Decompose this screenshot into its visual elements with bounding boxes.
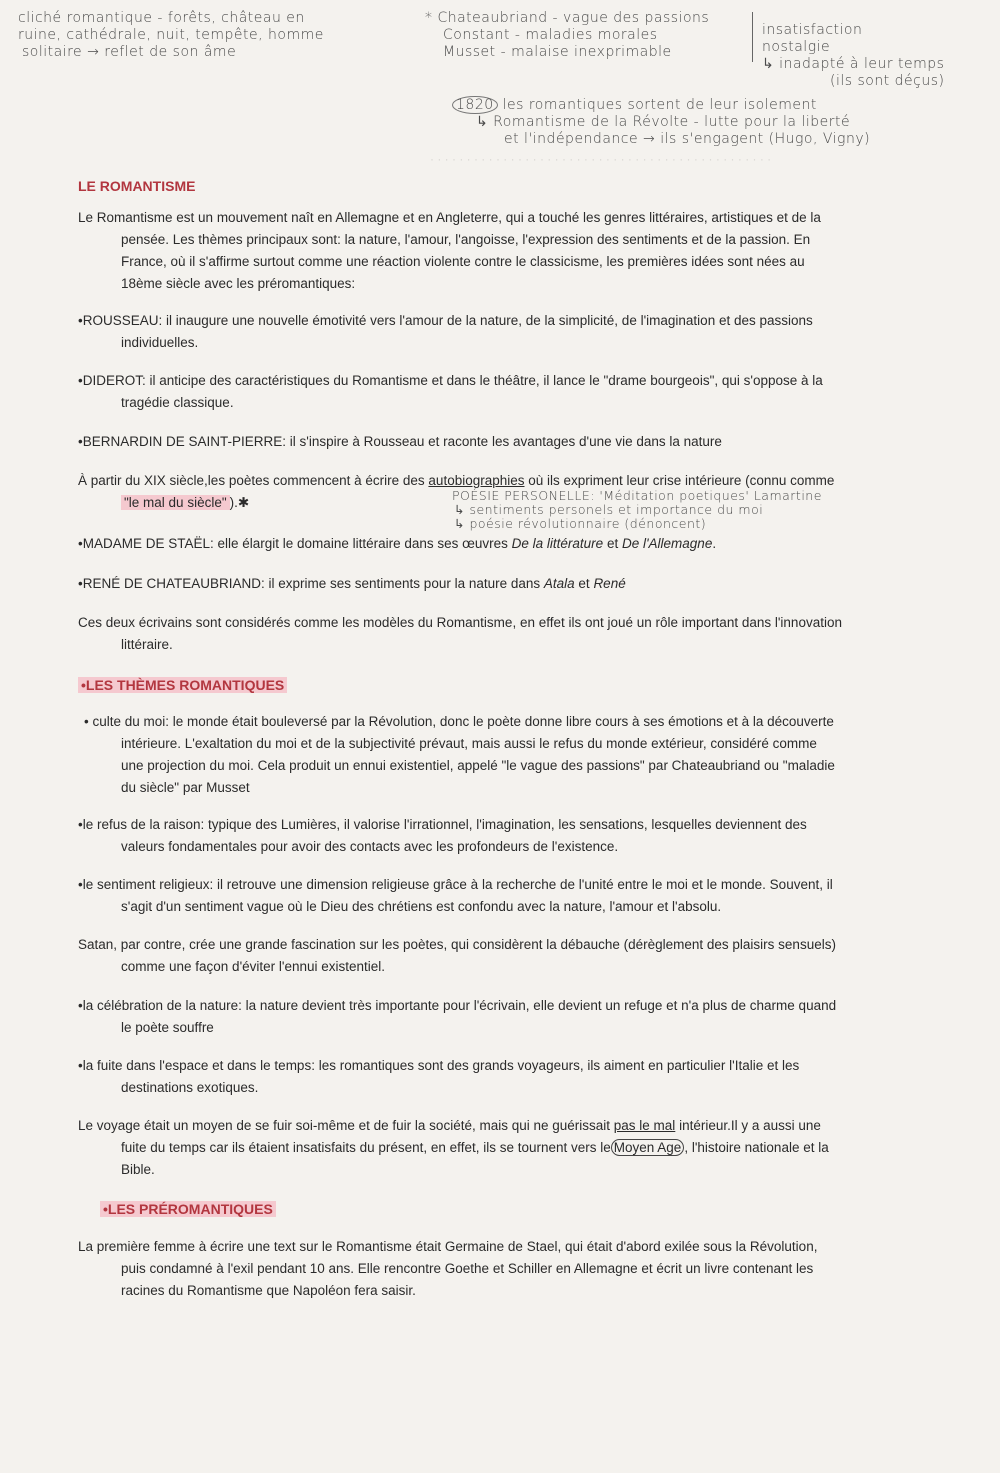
note-line: nostalgie [762, 39, 831, 55]
text-run: •RENÉ DE CHATEAUBRIAND: il exprime ses sentiments pour la nature dans [78, 576, 544, 591]
text-run: où ils expriment leur crise intérieure (connu comme [524, 473, 835, 488]
note-line: les romantiques sortent de leur isolement [502, 97, 817, 113]
culte-paragraph [84, 711, 889, 799]
fuite-paragraph [78, 1055, 883, 1099]
text-line: comme une façon d'éviter l'ennui existentiel. [121, 959, 386, 974]
work-title: René [593, 576, 626, 591]
note-line: solitaire → reflet de son âme [22, 44, 237, 60]
note-poesie [452, 489, 822, 531]
text-line: La première femme à écrire une text sur le Romantisme était Germaine de Stael, qui était d'abord exilée sous la Révolution, [78, 1239, 818, 1254]
intro-paragraph [78, 207, 883, 295]
highlighted-term: "le mal du siècle" [121, 495, 230, 510]
text-line: • culte du moi: le monde était bouleversé par la Révolution, donc le poète donne libre cours à ses émotions et à la découverte [84, 714, 834, 729]
note-insatisfaction [762, 22, 944, 90]
text-line: Le Romantisme est un mouvement naît en Allemagne et en Angleterre, qui a touché les genres littéraires, artistiques et de la [78, 210, 821, 225]
note-line: ↳ Romantisme de la Révolte - lutte pour la liberté [476, 114, 851, 130]
text-run: Le voyage était un moyen de se fuir soi-même et de fuir la société, mais qui ne guérissait [78, 1118, 614, 1133]
note-line: Musset - malaise inexprimable [443, 44, 672, 60]
text-line: racines du Romantisme que Napoléon fera saisir. [121, 1283, 416, 1298]
note-line: ↳ inadapté à leur temps [762, 56, 945, 72]
text-line: •ROUSSEAU: il inaugure une nouvelle émotivité vers l'amour de la nature, de la simplicité, de l'imagination et des passions [78, 313, 813, 328]
text-line: •DIDEROT: il anticipe des caractéristiques du Romantisme et dans le théâtre, il lance le "drame bourgeois", qui s'oppose à la [78, 373, 823, 388]
preromantiques-heading [100, 1201, 276, 1217]
work-title: Atala [543, 576, 575, 591]
note-line: (ils sont déçus) [830, 73, 945, 89]
text-line: destinations exotiques. [121, 1080, 259, 1095]
text-line: 18ème siècle avec les préromantiques: [121, 276, 356, 291]
text-line: une projection du moi. Cela produit un ennui existentiel, appelé "le vague des passions" par Chateaubriand ou "maladie [121, 758, 835, 773]
text-line: Satan, par contre, crée une grande fascination sur les poètes, qui considèrent la débauche (dérèglement des plaisirs sensuels) [78, 937, 836, 952]
raison-paragraph [78, 814, 883, 858]
preromantiques-paragraph [78, 1236, 883, 1302]
themes-title: •LES THÈMES ROMANTIQUES [78, 677, 287, 693]
note-line: et l'indépendance → ils s'engagent (Hugo, Vigny) [504, 131, 871, 147]
text-run: À partir du XIX siècle,les poètes commencent à écrire des [78, 473, 429, 488]
text-run: fuite du temps car ils étaient insatisfaits du présent, en effet, ils se tournent vers le [121, 1140, 611, 1155]
chateaubriand-paragraph [78, 573, 883, 595]
text-run: et [603, 536, 622, 551]
text-line: •la célébration de la nature: la nature devient très importante pour l'écrivain, elle devient un refuge et n'a plus de charme quand [78, 998, 837, 1013]
text-line: pensée. Les thèmes principaux sont: la nature, l'amour, l'angoisse, l'expression des sentiments et de la passion. En [121, 232, 811, 247]
nature-paragraph [78, 995, 883, 1039]
text-line: du siècle" par Musset [121, 780, 250, 795]
text-run: . [712, 536, 717, 551]
deux-paragraph [78, 612, 883, 656]
note-year: 1820 [452, 96, 498, 114]
stael-paragraph [78, 533, 883, 555]
diderot-paragraph [78, 370, 883, 414]
text-line: individuelles. [121, 335, 199, 350]
note-1820 [452, 96, 870, 148]
satan-paragraph [78, 934, 883, 978]
text-line: s'agit d'un sentiment vague où le Dieu des chrétiens est confondu avec la nature, l'amour et l'absolu. [121, 899, 722, 914]
note-chateaubriand [425, 10, 709, 61]
work-title: De la littérature [511, 536, 604, 551]
text-line: •BERNARDIN DE SAINT-PIERRE: il s'inspire à Rousseau et raconte les avantages d'une vie dans la nature [78, 434, 722, 449]
note-line: ↳ poésie révolutionnaire (dénoncent) [454, 516, 707, 531]
underlined-term: pas le mal [613, 1118, 676, 1133]
page-title: LE ROMANTISME [78, 178, 196, 194]
note-line: Constant - maladies morales [443, 27, 658, 43]
text-line: •la fuite dans l'espace et dans le temps: les romantiques sont des grands voyageurs, ils aiment en particulier l'Italie et les [78, 1058, 800, 1073]
work-title: De l'Allemagne [621, 536, 713, 551]
voyage-paragraph [78, 1115, 883, 1181]
note-line: POÉSIE PERSONELLE: 'Méditation poetiques' Lamartine [452, 488, 822, 503]
text-run: et [574, 576, 594, 591]
text-line: le poète souffre [121, 1020, 214, 1035]
text-run: ).✱ [229, 495, 250, 510]
text-run: intérieur.Il y a aussi une [675, 1118, 821, 1133]
text-line: valeurs fondamentales pour avoir des contacts avec les profondeurs de l'existence. [121, 839, 619, 854]
note-cliche [18, 10, 324, 61]
rousseau-paragraph [78, 310, 883, 354]
text-line: Bible. [121, 1162, 155, 1177]
underlined-term: autobiographies [428, 473, 525, 488]
text-line: intérieure. L'exaltation du moi et de la subjectivité prévaut, mais aussi le refus du monde extérieur, considéré comme [121, 736, 817, 751]
note-line: cliché romantique - forêts, château en [18, 10, 305, 26]
text-line: France, où il s'affirme surtout comme une réaction violente contre le classicisme, les premières idées sont nées au [121, 254, 805, 269]
text-line: tragédie classique. [121, 395, 234, 410]
text-line: •le refus de la raison: typique des Lumières, il valorise l'irrationnel, l'imagination, les sensations, lesquelles deviennent des [78, 817, 807, 832]
note-line: insatisfaction [762, 22, 863, 38]
text-run: •MADAME DE STAËL: elle élargit le domaine littéraire dans ses œuvres [78, 536, 512, 551]
text-line: •le sentiment religieux: il retrouve une dimension religieuse grâce à la recherche de l'unité entre le moi et le monde. Souvent, il [78, 877, 833, 892]
note-line: ↳ sentiments personels et importance du moi [454, 502, 764, 517]
religieux-paragraph [78, 874, 883, 918]
text-run: , l'histoire nationale et la [684, 1140, 829, 1155]
themes-heading [78, 677, 287, 693]
note-line: * Chateaubriand - vague des passions [425, 10, 710, 26]
text-line: Ces deux écrivains sont considérés comme les modèles du Romantisme, en effet ils ont joué un rôle important dans l'innovation [78, 615, 842, 630]
note-brace [752, 12, 753, 62]
show-through: · · · · · · · · · · · · · · · · · · · · · · · · · · · · · · · · · · · · · · · · · · · · · · · [430, 152, 772, 166]
circled-term: Moyen Age [611, 1139, 685, 1156]
text-line: puis condamné à l'exil pendant 10 ans. Elle rencontre Goethe et Schiller en Allemagne et écrit un livre contenant les [121, 1261, 814, 1276]
preromantiques-title: •LES PRÉROMANTIQUES [100, 1201, 276, 1217]
bernardin-paragraph [78, 431, 883, 453]
note-line: ruine, cathédrale, nuit, tempête, homme [18, 27, 324, 43]
text-line: littéraire. [121, 637, 173, 652]
